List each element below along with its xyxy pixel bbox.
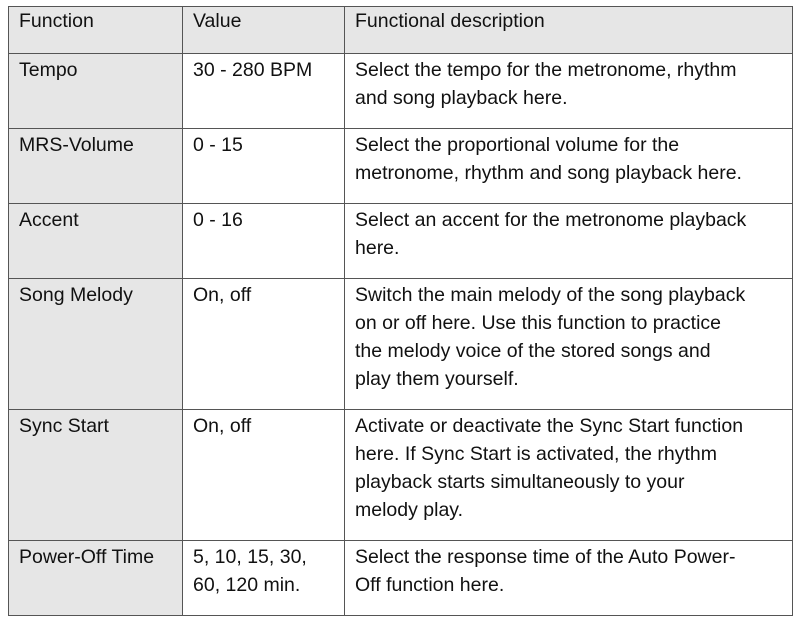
table-row <box>9 204 793 279</box>
table-row <box>9 279 793 410</box>
function-cell: Tempo <box>9 54 183 129</box>
description-cell: Select the tempo for the metronome, rhythm and song playback here. <box>345 54 793 129</box>
value-cell: On, off <box>183 279 345 410</box>
value-cell: 0 - 16 <box>183 204 345 279</box>
value-cell: 5, 10, 15, 30, 60, 120 min. <box>183 541 345 616</box>
function-cell: Power-Off Time <box>9 541 183 616</box>
description-cell: Select the response time of the Auto Power- Off function here. <box>345 541 793 616</box>
table-row <box>9 129 793 204</box>
function-cell: Accent <box>9 204 183 279</box>
description-cell: Select the proportional volume for the metronome, rhythm and song playback here. <box>345 129 793 204</box>
table-body <box>9 54 793 616</box>
function-cell: Sync Start <box>9 410 183 541</box>
function-cell: Song Melody <box>9 279 183 410</box>
table-row <box>9 541 793 616</box>
value-cell: On, off <box>183 410 345 541</box>
description-cell: Select an accent for the metronome playback here. <box>345 204 793 279</box>
value-cell: 0 - 15 <box>183 129 345 204</box>
table-row <box>9 410 793 541</box>
header-function: Function <box>9 7 183 54</box>
header-row <box>9 7 793 54</box>
value-cell: 30 - 280 BPM <box>183 54 345 129</box>
function-table <box>8 6 793 616</box>
description-cell: Activate or deactivate the Sync Start function here. If Sync Start is activated, the rhythm playback starts simultaneously to your melody play. <box>345 410 793 541</box>
table-header <box>9 7 793 54</box>
description-cell: Switch the main melody of the song playback on or off here. Use this function to practice the melody voice of the stored songs and play them yourself. <box>345 279 793 410</box>
header-description: Functional description <box>345 7 793 54</box>
function-cell: MRS-Volume <box>9 129 183 204</box>
header-value: Value <box>183 7 345 54</box>
table-row <box>9 54 793 129</box>
